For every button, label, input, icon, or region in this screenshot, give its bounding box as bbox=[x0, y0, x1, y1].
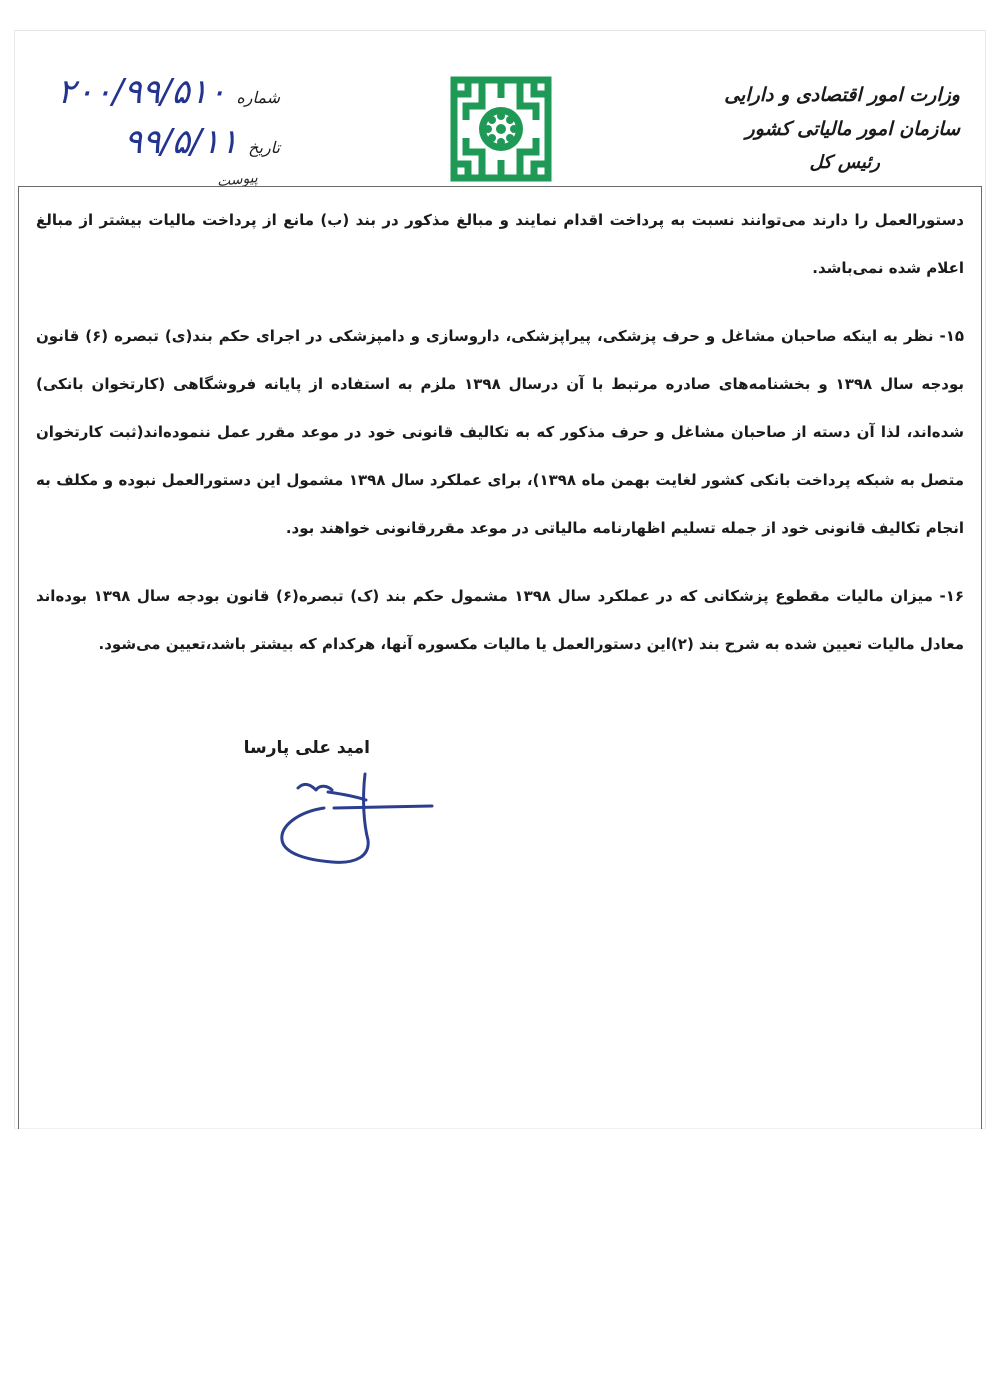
page-border-right bbox=[985, 30, 986, 1128]
letter-number-row bbox=[57, 72, 280, 112]
letter-number-label: شماره bbox=[236, 88, 280, 107]
letter-number-value: ۲۰۰/۹۹/۵۱۰ bbox=[57, 72, 227, 112]
page-border-top bbox=[14, 30, 986, 31]
letter-date-label: تاریخ bbox=[248, 138, 280, 157]
letter-reference bbox=[40, 66, 280, 196]
paragraph-continuation: دستورالعمل را دارند می‌توانند نسبت به پرداخت اقدام نمایند و مبالغ مذکور در بند (ب) مانع از پرداخت مالیات بیشتر از مبالغ اعلام شده نمی‌باشد. bbox=[36, 211, 964, 277]
handwritten-signature-icon bbox=[270, 770, 440, 870]
position-title: رئیس کل bbox=[809, 152, 880, 173]
letterhead bbox=[700, 78, 960, 180]
attachment-label: پیوست bbox=[216, 169, 259, 191]
organization-title: سازمان امور مالیاتی کشور bbox=[745, 118, 960, 140]
paragraph-clause-15: ۱۵- نظر به اینکه صاحبان مشاغل و حرف پزشکی، پیراپزشکی، داروسازی و دامپزشکی در اجرای حکم بند(ی) تبصره (۶) قانون بودجه سال ۱۳۹۸ و بخشنامه‌های صادره مرتبط با آن درسال ۱۳۹۸ ملزم به استفاده از پایانه فروشگاهی (کارتخوان بانکی) شده‌اند، لذا آن دسته از صاحبان مشاغل و حرف مذکور که به تکالیف قانونی خود در موعد مقرر عمل ننموده‌اند(ثبت کارتخوان متصل به شبکه پرداخت بانکی کشور لغایت بهمن ماه ۱۳۹۸)، برای عملکرد سال ۱۳۹۸ مشمول این دستورالعمل نبوده و مکلف به انجام تکالیف قانونی خود از جمله تسلیم اظهارنامه مالیاتی در موعد مقررقانونی خواهند بود. bbox=[36, 327, 965, 537]
letter-date-row bbox=[124, 122, 280, 162]
tax-emblem-icon bbox=[444, 70, 558, 188]
paragraph-clause-16: ۱۶- میزان مالیات مقطوع پزشکانی که در عملکرد سال ۱۳۹۸ مشمول حکم بند (ک) تبصره(۶) قانون بودجه سال ۱۳۹۸ بوده‌اند معادل مالیات تعیین شده به شرح بند (۲)این دستورالعمل یا مالیات مکسوره آنها، هرکدام که بیشتر باشد،تعیین می‌شود. bbox=[36, 587, 965, 653]
signer-name: امید علی پارسا bbox=[243, 738, 370, 758]
letter-body bbox=[36, 196, 964, 688]
letter-date-value: ۹۹/۵/۱۱ bbox=[123, 122, 239, 162]
ministry-title: وزارت امور اقتصادی و دارایی bbox=[724, 84, 960, 106]
page-border-left bbox=[14, 30, 15, 1128]
